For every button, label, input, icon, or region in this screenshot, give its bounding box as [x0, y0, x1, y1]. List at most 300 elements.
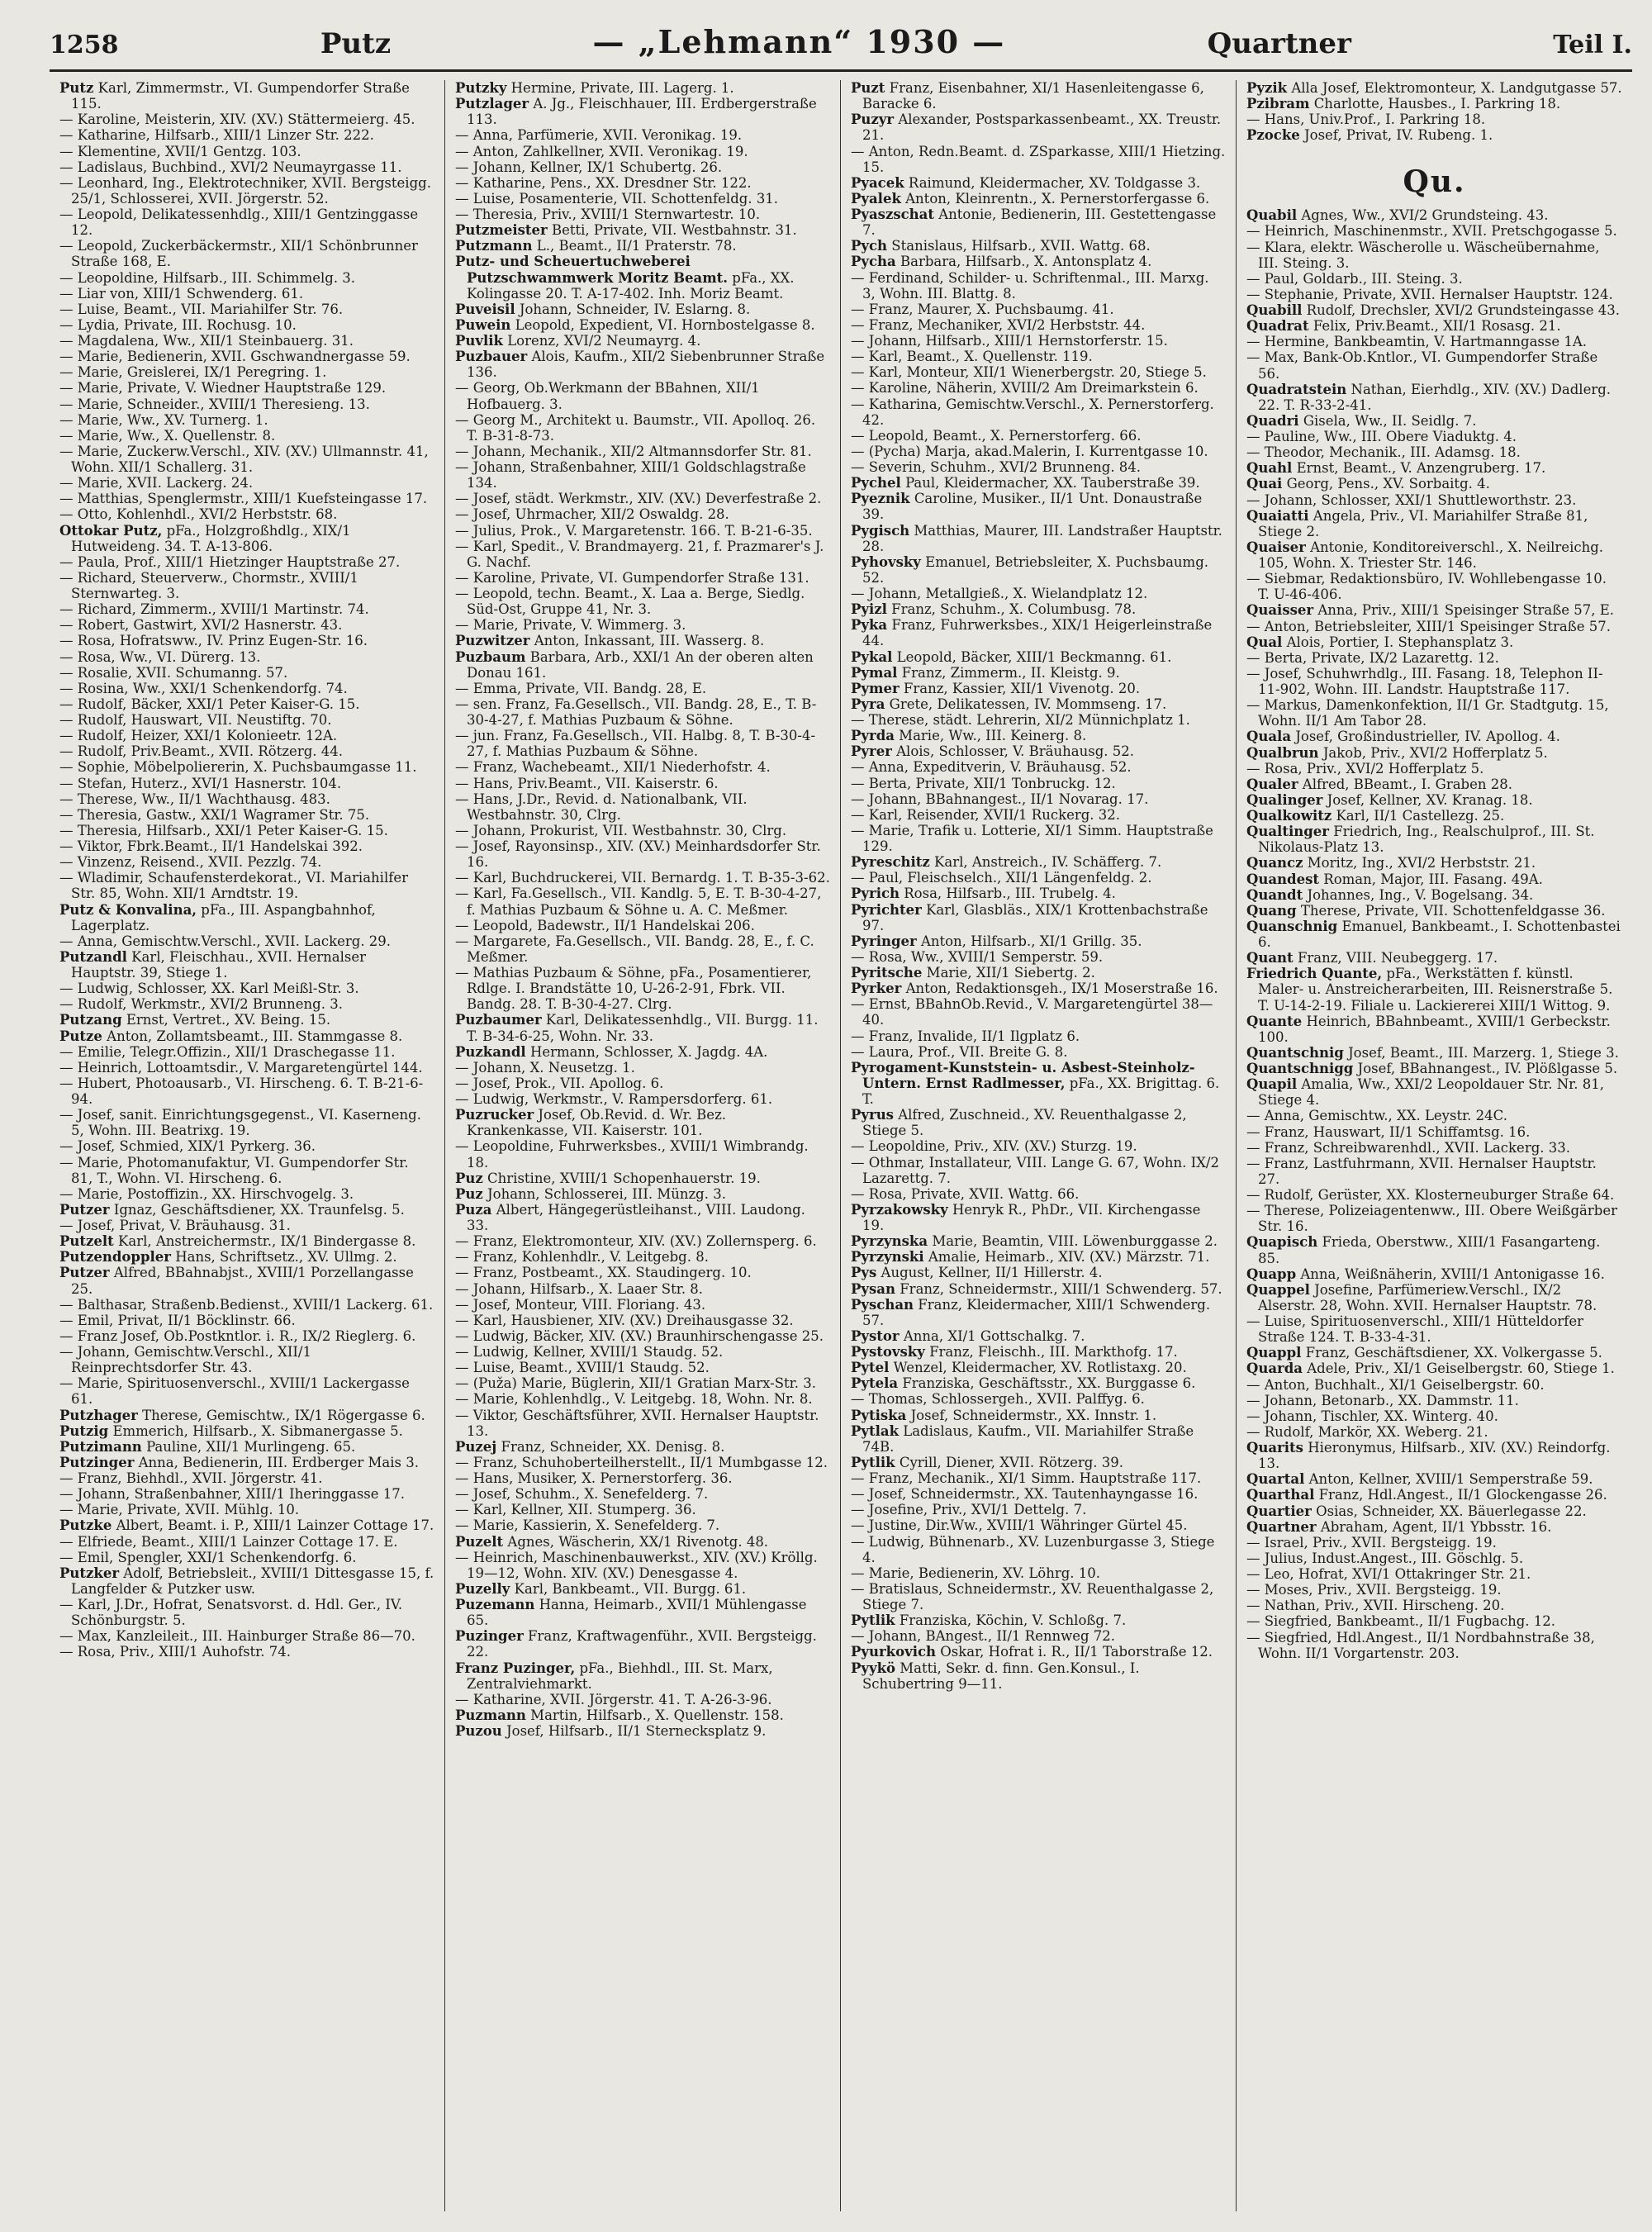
directory-entry	[455, 302, 830, 317]
directory-entry	[851, 870, 1226, 886]
directory-entry	[851, 270, 1226, 302]
directory-entry	[455, 1233, 830, 1249]
entry-details: — Marie, Photomanufaktur, VI. Gumpendorfer Str. 81, T., Wohn. VI. Hirscheng. 6.	[59, 1154, 409, 1186]
entry-surname: Pyrzakowsky	[851, 1201, 948, 1218]
directory-entry	[851, 854, 1226, 870]
directory-entry	[455, 159, 830, 175]
entry-details: — Rosa, Priv., XVI/2 Hofferplatz 5.	[1246, 760, 1484, 776]
entry-details: — (Pycha) Marja, akad.Malerin, I. Kurrentgasse 10.	[851, 443, 1208, 459]
entry-details: Alois, Schlosser, V. Bräuhausg. 52.	[896, 743, 1134, 760]
entry-details: — Josef, Schmied, XIX/1 Pyrkerg. 36.	[59, 1138, 316, 1155]
directory-entry	[59, 1534, 434, 1550]
directory-entry	[1246, 1630, 1622, 1661]
entry-details: — Marie, Private, XVII. Mühlg. 10.	[59, 1502, 300, 1518]
entry-details: Franz, Schneider, XX. Denisg. 8.	[501, 1438, 725, 1455]
directory-entry	[59, 981, 434, 996]
directory-entry	[59, 1028, 434, 1044]
entry-surname: Putzmann	[455, 238, 533, 254]
directory-entry	[59, 333, 434, 349]
entry-details: — Therese, Polizeiagentenww., III. Obere Weißgärber Str. 16.	[1246, 1203, 1617, 1235]
entry-details: — Josef, Schuhwrhdlg., III. Fasang. 18, Telephon II-11-902, Wohn. III. Landstr. Hauptstraße 117.	[1246, 665, 1603, 697]
entry-details: — Karl, Buchdruckerei, VII. Bernardg. 1. T. B-35-3-62.	[455, 870, 830, 886]
directory-entry	[851, 586, 1226, 601]
entry-details: — Rudolf, Werkmstr., XVI/2 Brunneng. 3.	[59, 996, 343, 1013]
entry-details: — Viktor, Geschäftsführer, XVII. Hernalser Hauptstr. 13.	[455, 1407, 819, 1439]
directory-entry	[1246, 919, 1622, 950]
directory-entry	[851, 364, 1226, 380]
entry-details: — Stefan, Huterz., XVI/1 Hasnerstr. 104.	[59, 775, 342, 791]
directory-entry	[455, 649, 830, 681]
entry-details: — Johann, BBahnangest., II/1 Novarag. 17.	[851, 791, 1149, 807]
entry-details: Franz, Fuhrwerksbes., XIX/1 Heigerleinstraße 44.	[862, 617, 1213, 649]
directory-entry	[59, 554, 434, 570]
entry-details: — Anna, Gemischtw.Verschl., XVII. Lackerg. 29.	[59, 933, 392, 949]
entry-details: — Theresia, Gastw., XXI/1 Wagramer Str. 75.	[59, 806, 370, 823]
directory-entry	[59, 696, 434, 712]
directory-entry	[851, 1502, 1226, 1517]
directory-entry	[455, 127, 830, 143]
directory-entry	[851, 996, 1226, 1028]
directory-entry	[59, 759, 434, 775]
entry-details: — Justine, Dir.Ww., XVIII/1 Währinger Gürtel 45.	[851, 1517, 1188, 1534]
entry-surname: Pyka	[851, 617, 888, 634]
entry-details: — Franz Josef, Ob.Postkntlor. i. R., IX/2 Rieglerg. 6.	[59, 1327, 416, 1344]
entry-details: — Anna, Gemischtw., XX. Leystr. 24C.	[1246, 1108, 1507, 1124]
directory-entry	[455, 317, 830, 333]
directory-entry	[455, 1360, 830, 1375]
directory-entry	[1246, 855, 1622, 871]
entry-surname: Quandest	[1246, 871, 1320, 887]
entry-details: — Rudolf, Priv.Beamt., XVII. Rötzerg. 44.	[59, 743, 344, 760]
entry-details: Josef, Großindustrieller, IV. Apollog. 4.	[1295, 729, 1560, 745]
directory-entry	[59, 601, 434, 617]
directory-entry	[59, 1012, 434, 1028]
entry-details: Anton, Redaktionsgeh., IX/1 Moserstraße 16.	[905, 981, 1218, 997]
entry-surname: Pyrichter	[851, 901, 922, 918]
entry-details: — Luise, Beamt., VII. Mariahilfer Str. 76.	[59, 301, 344, 317]
directory-entry	[851, 1408, 1226, 1423]
entry-details: — Marie, Spirituosenverschl., XVIII/1 Lackergasse 61.	[59, 1375, 410, 1408]
entry-details: Josef, Kellner, XV. Kranag. 18.	[1327, 791, 1533, 808]
entry-details: Karl, Fleischhau., XVII. Hernalser Hauptstr. 39, Stiege 1.	[71, 948, 366, 981]
directory-entry	[851, 965, 1226, 981]
directory-entry	[1246, 508, 1622, 539]
entry-details: Agnes, Ww., XVI/2 Grundsteing. 43.	[1301, 207, 1549, 224]
entry-details: — Max, Bank-Ob.Kntlor., VI. Gumpendorfer Straße 56.	[1246, 349, 1598, 382]
entry-details: Jakob, Priv., XVI/2 Hofferplatz 5.	[1322, 744, 1548, 761]
entry-details: — Rudolf, Hauswart, VII. Neustiftg. 70.	[59, 712, 332, 728]
directory-entry	[851, 1612, 1226, 1628]
entry-details: — Berta, Private, IX/2 Lazarettg. 12.	[1246, 649, 1499, 666]
directory-entry	[1246, 476, 1622, 492]
entry-surname: Quadri	[1246, 412, 1299, 429]
entry-details: — Mathias Puzbaum & Söhne, pFa., Posamentierer, Rdlge. I. Brandstätte 10, U-26-2-91, Fbrk. VII. Bandg. 28. T. B-30-4-27. Clrg.	[455, 965, 812, 1013]
entry-details: Ladislaus, Kaufm., VII. Mariahilfer Straße 74B.	[862, 1422, 1194, 1455]
entry-details: — Josef, Schneidermstr., XX. Tautenhayngasse 16.	[851, 1486, 1199, 1503]
directory-entry	[59, 364, 434, 380]
directory-entry	[455, 1344, 830, 1360]
directory-entry	[851, 380, 1226, 396]
directory-entry	[59, 1597, 434, 1628]
entry-surname: Pysan	[851, 1280, 895, 1297]
entry-details: — Theresia, Hilfsarb., XXI/1 Peter Kaiser-G. 15.	[59, 822, 388, 838]
directory-entry	[455, 759, 830, 775]
entry-details: — Georg M., Architekt u. Baumstr., VII. Apolloq. 26. T. B-31-8-73.	[455, 411, 816, 444]
entry-details: — (Puža) Marie, Büglerin, XII/1 Gratian Marx-Str. 3.	[455, 1375, 816, 1392]
directory-entry	[851, 886, 1226, 901]
directory-entry	[1246, 287, 1622, 302]
directory-entry	[1246, 1124, 1622, 1140]
entry-surname: Friedrich Quante,	[1246, 966, 1383, 982]
entry-details: — Franz, Wachebeamt., XII/1 Niederhofstr. 4.	[455, 759, 771, 776]
entry-details: Karl, Anstreichermstr., IX/1 Bindergasse 8.	[118, 1233, 416, 1250]
directory-entry	[851, 1155, 1226, 1186]
directory-entry	[851, 112, 1226, 143]
entry-surname: Quappel	[1246, 1281, 1310, 1298]
directory-entry	[851, 1344, 1226, 1360]
directory-entry	[59, 1060, 434, 1076]
entry-details: — Rosa, Priv., XIII/1 Auhofstr. 74.	[59, 1644, 291, 1660]
entry-details: — Marie, Bedienerin, XVII. Gschwandnergasse 59.	[59, 349, 411, 365]
directory-entry	[851, 933, 1226, 949]
directory-entry	[455, 791, 830, 823]
directory-entry	[851, 681, 1226, 696]
entry-details: — Thomas, Schlossergeh., XVII. Palffyg. 6.	[851, 1391, 1145, 1408]
directory-entry	[59, 933, 434, 949]
directory-entry	[455, 1012, 830, 1043]
directory-entry	[851, 191, 1226, 207]
directory-entry	[1246, 492, 1622, 508]
directory-entry	[455, 1534, 830, 1550]
directory-entry	[455, 633, 830, 648]
entry-details: Alois, Portier, I. Stephansplatz 3.	[1286, 634, 1514, 650]
entry-details: — Franz, Maurer, X. Puchsbaumg. 41.	[851, 301, 1114, 317]
directory-entry	[1246, 761, 1622, 776]
entry-details: — Siegfried, Bankbeamt., II/1 Fugbachg. 12.	[1246, 1613, 1556, 1630]
entry-details: Anton, Kellner, XVIII/1 Semperstraße 59.	[1308, 1471, 1593, 1488]
entry-surname: Puzej	[455, 1438, 497, 1455]
entry-details: Roman, Major, III. Fasang. 49A.	[1323, 871, 1543, 887]
directory-entry	[1246, 950, 1622, 966]
entry-surname: Puzwitzer	[455, 633, 530, 649]
entry-details: Franz, Kleidermacher, XIII/1 Schwenderg. 57.	[862, 1296, 1211, 1328]
entry-details: Leopold, Bäcker, XIII/1 Beckmanng. 61.	[896, 648, 1172, 665]
entry-details: Johannes, Ing., V. Bogelsang. 34.	[1307, 886, 1534, 903]
entry-surname: Pyurkovich	[851, 1644, 937, 1660]
entry-details: Alfred, BBeamt., I. Graben 28.	[1302, 776, 1513, 792]
directory-entry	[1246, 318, 1622, 334]
directory-entry	[455, 1281, 830, 1297]
entry-details: Charlotte, Hausbes., I. Parkring 18.	[1313, 96, 1561, 112]
directory-entry	[851, 981, 1226, 996]
entry-details: — Johann, Hilfsarb., XIII/1 Hernstorferstr. 15.	[851, 333, 1168, 349]
entry-details: pFa., XX. Brigittag. 6. T.	[862, 1075, 1220, 1107]
directory-entry	[455, 1044, 830, 1060]
entry-surname: Quantschnig	[1246, 1044, 1344, 1061]
entry-details: — Marie, Postoffizin., XX. Hirschvogelg. 3.	[59, 1185, 354, 1202]
entry-details: — Anton, Zahlkellner, XVII. Veronikag. 19.	[455, 143, 748, 159]
entry-details: — Karoline, Näherin, XVIII/2 Am Dreimarkstein 6.	[851, 380, 1199, 397]
directory-entry	[851, 349, 1226, 364]
entry-details: — Karl, Beamt., X. Quellenstr. 119.	[851, 349, 1093, 365]
directory-entry	[851, 823, 1226, 854]
entry-surname: Quanschnig	[1246, 918, 1338, 934]
entry-details: — Israel, Priv., XVII. Bergsteigg. 19.	[1246, 1534, 1497, 1551]
directory-entry	[59, 1218, 434, 1233]
directory-entry	[455, 491, 830, 506]
entry-surname: Pyringer	[851, 933, 917, 949]
directory-entry	[59, 349, 434, 364]
entry-details: Gisela, Ww., II. Seidlg. 7.	[1303, 412, 1477, 429]
directory-entry	[1246, 1266, 1622, 1282]
directory-entry	[851, 949, 1226, 965]
page-number: 1258	[50, 31, 119, 59]
entry-surname: Putz- und Scheuertuchweberei Putzschwammwerk Moritz Beamt.	[455, 254, 729, 286]
directory-entry	[455, 823, 830, 838]
entry-surname: Pytlak	[851, 1422, 900, 1439]
directory-entry	[455, 1249, 830, 1265]
entry-surname: Puvlik	[455, 333, 503, 349]
directory-entry	[851, 902, 1226, 933]
directory-entry	[851, 759, 1226, 775]
directory-entry	[851, 1060, 1226, 1107]
entry-details: — Liar von, XIII/1 Schwenderg. 61.	[59, 285, 304, 302]
column-3	[841, 80, 1237, 2211]
entry-details: Albert, Hängegerüstleihanst., VIII. Laudong. 33.	[467, 1201, 805, 1233]
directory-entry	[59, 791, 434, 807]
directory-entry	[59, 1344, 434, 1375]
entry-details: — Margarete, Fa.Gesellsch., VII. Bandg. 28, E., f. C. Meßmer.	[455, 933, 814, 965]
directory-entry	[851, 1186, 1226, 1202]
entry-details: Marie, XII/1 Siebertg. 2.	[926, 965, 1095, 981]
entry-surname: Pzocke	[1246, 127, 1300, 144]
directory-entry	[851, 302, 1226, 317]
entry-details: — Franz, Kohlenhdlr., V. Leitgebg. 8.	[455, 1249, 709, 1266]
directory-entry	[851, 254, 1226, 269]
directory-entry	[455, 1707, 830, 1723]
entry-surname: Pyrer	[851, 743, 892, 760]
entry-details: Franz, Hdl.Angest., II/1 Glockengasse 26.	[1318, 1487, 1607, 1503]
directory-entry	[455, 191, 830, 207]
entry-details: Johann, Schlosserei, III. Münzg. 3.	[487, 1185, 726, 1202]
directory-entry	[59, 523, 434, 554]
entry-details: pFa., XX. Kolingasse 20. T. A-17-402. Inh. Moriz Beamt.	[467, 269, 795, 302]
entry-details: Ignaz, Geschäftsdiener, XX. Traunfelsg. 5.	[113, 1201, 405, 1218]
entry-details: — Johann, Hilfsarb., X. Laaer Str. 8.	[455, 1280, 704, 1297]
directory-entry	[59, 80, 434, 112]
entry-surname: Putzandl	[59, 948, 127, 965]
directory-entry	[59, 412, 434, 428]
entry-details: Leopold, Expedient, VI. Hornbostelgasse 8.	[515, 316, 815, 333]
entry-surname: Puzbauer	[455, 349, 528, 365]
directory-entry	[59, 776, 434, 791]
entry-details: — Hans, Musiker, X. Pernerstorferg. 36.	[455, 1470, 733, 1486]
entry-details: — Josef, Rayonsinsp., XIV. (XV.) Meinhardsdorfer Str. 16.	[455, 838, 821, 871]
entry-details: — Heinrich, Maschinenmstr., XVII. Pretschgogasse 5.	[1246, 223, 1617, 240]
entry-details: — Ludwig, Bäcker, XIV. (XV.) Braunhirschengasse 25.	[455, 1327, 824, 1344]
directory-entry	[455, 1517, 830, 1533]
directory-entry	[1246, 1566, 1622, 1582]
directory-entry	[851, 1486, 1226, 1502]
entry-details: Ernst, Vertret., XV. Being. 15.	[126, 1012, 331, 1028]
entry-surname: Puzbaumer	[455, 1012, 542, 1028]
entry-details: — Franz, Schreibwarenhdl., XVII. Lackerg. 33.	[1246, 1139, 1570, 1156]
entry-details: — Leopold, techn. Beamt., X. Laa a. Berge, Siedlg. Süd-Ost, Gruppe 41, Nr. 3.	[455, 586, 805, 618]
directory-entry	[59, 475, 434, 491]
entry-details: Albert, Beamt. i. P., XIII/1 Lainzer Cottage 17.	[116, 1517, 434, 1534]
directory-entry	[1246, 871, 1622, 887]
directory-entry	[455, 1060, 830, 1076]
entry-details: Hermine, Private, III. Lagerg. 1.	[510, 80, 734, 96]
entry-details: — Johann, X. Neusetzg. 1.	[455, 1059, 635, 1076]
directory-entry	[455, 238, 830, 254]
directory-entry	[455, 586, 830, 617]
entry-details: — Karl, Hausbiener, XIV. (XV.) Dreihausgasse 32.	[455, 1312, 794, 1328]
entry-details: Emanuel, Betriebsleiter, X. Puchsbaumg. 52.	[862, 553, 1209, 586]
entry-surname: Pyrzynska	[851, 1233, 928, 1250]
directory-entry	[1246, 1108, 1622, 1123]
entry-details: — Rudolf, Bäcker, XXI/1 Peter Kaiser-G. 15.	[59, 696, 360, 712]
entry-surname: Pyalek	[851, 190, 901, 207]
directory-entry	[851, 428, 1226, 444]
entry-surname: Quapp	[1246, 1266, 1297, 1282]
entry-surname: Putzinger	[59, 1454, 135, 1470]
entry-surname: Pyrker	[851, 981, 902, 997]
entry-details: — Franz, Biehhdl., XVII. Jörgerstr. 41.	[59, 1470, 323, 1486]
entry-details: — Karl, Kellner, XII. Stumperg. 36.	[455, 1502, 696, 1518]
entry-details: pFa., Holzgroßhdlg., XIX/1 Hutweideng. 34. T. A-13-806.	[71, 522, 351, 554]
entry-details: Matthias, Maurer, III. Landstraßer Hauptstr. 28.	[862, 522, 1222, 554]
entry-surname: Pychel	[851, 475, 901, 492]
entry-details: — Karl, Reisender, XVII/1 Ruckerg. 32.	[851, 806, 1121, 823]
entry-details: Christine, XVIII/1 Schopenhauerstr. 19.	[487, 1170, 761, 1186]
directory-entry	[1246, 271, 1622, 287]
entry-details: Angela, Priv., VI. Mariahilfer Straße 81, Stiege 2.	[1258, 507, 1588, 539]
entry-details: — Franz, Hauswart, II/1 Schiffamtsg. 16.	[1246, 1123, 1531, 1140]
entry-surname: Pyrogament-Kunststein- u. Asbest-Steinholz-Untern. Ernst Radlmesser,	[851, 1059, 1195, 1091]
entry-surname: Puzyr	[851, 112, 895, 128]
header-title: — „Lehmann“ 1930 —	[592, 23, 1006, 60]
entry-details: — Richard, Steuerverw., Chormstr., XVIII/1 Sternwarteg. 3.	[59, 569, 358, 601]
directory-entry	[1246, 1487, 1622, 1503]
directory-entry	[851, 1581, 1226, 1612]
directory-entry	[851, 207, 1226, 238]
entry-surname: Quala	[1246, 729, 1292, 745]
directory-entry	[455, 1186, 830, 1202]
entry-details: — Wladimir, Schaufensterdekorat., VI. Mariahilfer Str. 85, Wohn. XII/1 Arndtstr. 19.	[59, 870, 408, 902]
entry-details: — Franz, Schuhoberteilherstellt., II/1 Mumbgasse 12.	[455, 1454, 828, 1470]
entry-details: — Balthasar, Straßenb.Bedienst., XVIII/1 Lackerg. 61.	[59, 1296, 434, 1313]
directory-entry	[851, 1644, 1226, 1660]
entry-details: Therese, Private, VII. Schottenfeldgasse 36.	[1300, 902, 1606, 919]
entry-details: Josefine, Parfümeriew.Verschl., IX/2 Alserstr. 28, Wohn. XVII. Hernalser Hauptstr. 78.	[1258, 1281, 1597, 1313]
entry-details: Henryk R., PhDr., VII. Kirchengasse 19.	[862, 1201, 1201, 1233]
entry-details: — Rosa, Private, XVII. Wattg. 66.	[851, 1185, 1080, 1202]
directory-entry	[59, 1470, 434, 1486]
directory-entry	[1246, 1014, 1622, 1045]
entry-details: — Karoline, Private, VI. Gumpendorfer Straße 131.	[455, 569, 809, 586]
entry-details: Johann, Schneider, IV. Eslarng. 8.	[519, 301, 751, 317]
entry-surname: Pyacek	[851, 174, 904, 191]
entry-details: L., Beamt., II/1 Praterstr. 78.	[536, 238, 737, 254]
directory-entry	[59, 712, 434, 728]
entry-details: — Katharina, Gemischtw.Verschl., X. Pernerstorferg. 42.	[851, 396, 1214, 428]
entry-surname: Pyzik	[1246, 80, 1288, 96]
entry-details: Caroline, Musiker., II/1 Unt. Donaustraße 39.	[862, 491, 1203, 523]
entry-details: Friedrich, Ing., Realschulprof., III. St. Nikolaus-Platz 13.	[1258, 824, 1595, 856]
entry-surname: Puza	[455, 1201, 492, 1218]
entry-surname: Pymer	[851, 680, 900, 696]
directory-entry	[59, 1202, 434, 1218]
directory-entry	[455, 539, 830, 570]
directory-entry	[455, 933, 830, 965]
directory-entry	[1246, 1377, 1622, 1393]
entry-details: Hanna, Heimarb., XVII/1 Mühlengasse 65.	[467, 1597, 807, 1629]
entry-details: Franz, VIII. Neubeggerg. 17.	[1297, 950, 1498, 966]
directory-entry	[851, 523, 1226, 554]
entry-details: — Viktor, Fbrk.Beamt., II/1 Handelskai 392.	[59, 838, 363, 854]
directory-entry	[851, 1281, 1226, 1297]
entry-surname: Quaiatti	[1246, 507, 1309, 524]
entry-details: — Richard, Zimmerm., XVIII/1 Martinstr. 74.	[59, 601, 369, 618]
directory-entry	[59, 1313, 434, 1328]
directory-entry	[455, 1313, 830, 1328]
entry-surname: Quahl	[1246, 460, 1293, 477]
entry-details: — Josefine, Priv., XVI/1 Dettelg. 7.	[851, 1502, 1087, 1518]
directory-entry	[851, 333, 1226, 349]
entry-details: Karl, Bankbeamt., VII. Burgg. 61.	[514, 1580, 747, 1597]
entry-surname: Puveisil	[455, 301, 515, 317]
entry-details: — Leopoldine, Fuhrwerksbes., XVIII/1 Wimbrandg. 18.	[455, 1138, 809, 1171]
directory-entry	[455, 96, 830, 127]
directory-entry	[851, 1628, 1226, 1644]
directory-entry	[1246, 1234, 1622, 1266]
entry-details: — Emma, Private, VII. Bandg. 28, E.	[455, 680, 707, 696]
entry-details: Martin, Hilfsarb., X. Quellenstr. 158.	[530, 1707, 784, 1723]
entry-details: — Marie, Kohlenhdlg., V. Leitgebg. 18, Wohn. Nr. 8.	[455, 1391, 813, 1408]
entry-details: — Ladislaus, Buchbind., XVI/2 Neumayrgasse 11.	[59, 159, 402, 175]
entry-details: — Marie, Zuckerw.Verschl., XIV. (XV.) Ullmannstr. 41, Wohn. XII/1 Schallerg. 31.	[59, 443, 429, 475]
entry-details: — Rosa, Hofratsww., IV. Prinz Eugen-Str. 16.	[59, 633, 368, 649]
entry-details: — Hubert, Photoausarb., VI. Hirscheng. 6. T. B-21-6-94.	[59, 1075, 424, 1107]
directory-entry	[1246, 887, 1622, 903]
entry-surname: Pytlik	[851, 1454, 895, 1470]
header-right-word: Quartner	[1207, 27, 1351, 60]
directory-entry	[455, 1328, 830, 1344]
entry-details: — Matthias, Spenglermstr., XIII/1 Kuefsteingasse 17.	[59, 491, 428, 507]
directory-entry	[455, 1107, 830, 1138]
entry-surname: Qualbrun	[1246, 744, 1319, 761]
entry-details: Franziska, Köchin, V. Schloßg. 7.	[899, 1612, 1127, 1629]
directory-entry	[1246, 966, 1622, 1013]
entry-details: — Franz, Mechaniker, XVI/2 Herbststr. 44.	[851, 316, 1146, 333]
entry-details: Betti, Private, VII. Westbahnstr. 31.	[551, 222, 797, 239]
entry-details: — Katharine, Pens., XX. Dresdner Str. 122.	[455, 174, 752, 191]
directory-entry	[851, 80, 1226, 112]
entry-details: — Josef, Monteur, VIII. Floriang. 43.	[455, 1296, 706, 1313]
directory-entry	[59, 1107, 434, 1138]
directory-entry	[1246, 334, 1622, 349]
entry-details: Wenzel, Kleidermacher, XV. Rotlistaxg. 20.	[893, 1360, 1187, 1376]
entry-details: Franz, Schuhm., X. Columbusg. 78.	[891, 601, 1137, 618]
entry-details: — Rosalie, XVII. Schumanng. 57.	[59, 664, 288, 681]
directory-entry	[455, 965, 830, 1012]
directory-entry	[455, 1171, 830, 1186]
entry-surname: Putzke	[59, 1517, 112, 1534]
entry-details: Pauline, XII/1 Murlingeng. 65.	[146, 1438, 356, 1455]
entry-details: — Josef, städt. Werkmstr., XIV. (XV.) Deverfestraße 2.	[455, 491, 822, 507]
entry-surname: Puzrucker	[455, 1107, 534, 1123]
